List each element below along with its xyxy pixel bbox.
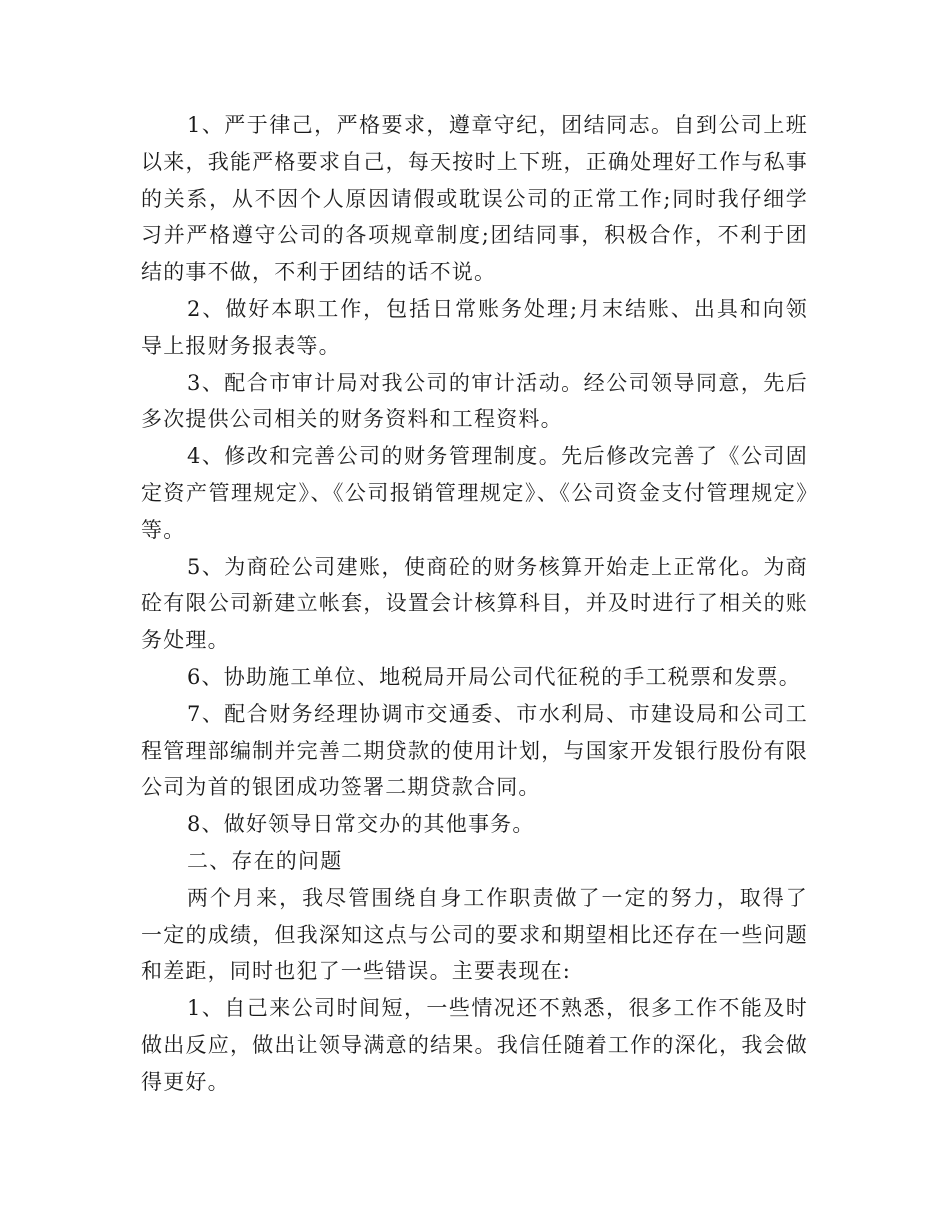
paragraph-6: 6、协助施工单位、地税局开局公司代征税的手工税票和发票。 xyxy=(187,664,801,689)
section-heading: 二、存在的问题 xyxy=(187,848,343,873)
paragraph-4: 4、修改和完善公司的财务管理制度。先后修改完善了《公司固定资产管理规定》、《公司报销管理规定》、《公司资金支付管理规定》等。 xyxy=(141,444,808,542)
paragraph-1: 1、严于律己，严格要求，遵章守纪，团结同志。自到公司上班以来，我能严格要求自己，每天按时上下班，正确处理好工作与私事的关系，从不因个人原因请假或耽误公司的正常工作;同时我仔细学习并严格遵守公司的各项规章制度;团结同事，积极合作，不利于团结的事不做，不利于团结的话不说。 xyxy=(141,113,808,285)
section-paragraph-2: 1、自己来公司时间短，一些情况还不熟悉，很多工作不能及时做出反应，做出让领导满意的结果。我信任随着工作的深化，我会做得更好。 xyxy=(141,996,808,1094)
paragraph-7: 7、配合财务经理协调市交通委、市水利局、市建设局和公司工程管理部编制并完善二期贷款的使用计划，与国家开发银行股份有限公司为首的银团成功签署二期贷款合同。 xyxy=(141,701,808,800)
paragraph-3: 3、配合市审计局对我公司的审计活动。经公司领导同意，先后多次提供公司相关的财务资料和工程资料。 xyxy=(141,370,808,432)
paragraph-2: 2、做好本职工作，包括日常账务处理;月末结账、出具和向领导上报财务报表等。 xyxy=(141,296,808,358)
paragraph-8: 8、做好领导日常交办的其他事务。 xyxy=(187,812,535,837)
paragraph-5: 5、为商砼公司建账，使商砼的财务核算开始走上正常化。为商砼有限公司新建立帐套，设置会计核算科目，并及时进行了相关的账务处理。 xyxy=(141,554,808,653)
section-paragraph-1: 两个月来，我尽管围绕自身工作职责做了一定的努力，取得了一定的成绩，但我深知这点与公司的要求和期望相比还存在一些问题和差距，同时也犯了一些错误。主要表现在: xyxy=(141,885,808,984)
document-body xyxy=(141,107,808,1101)
